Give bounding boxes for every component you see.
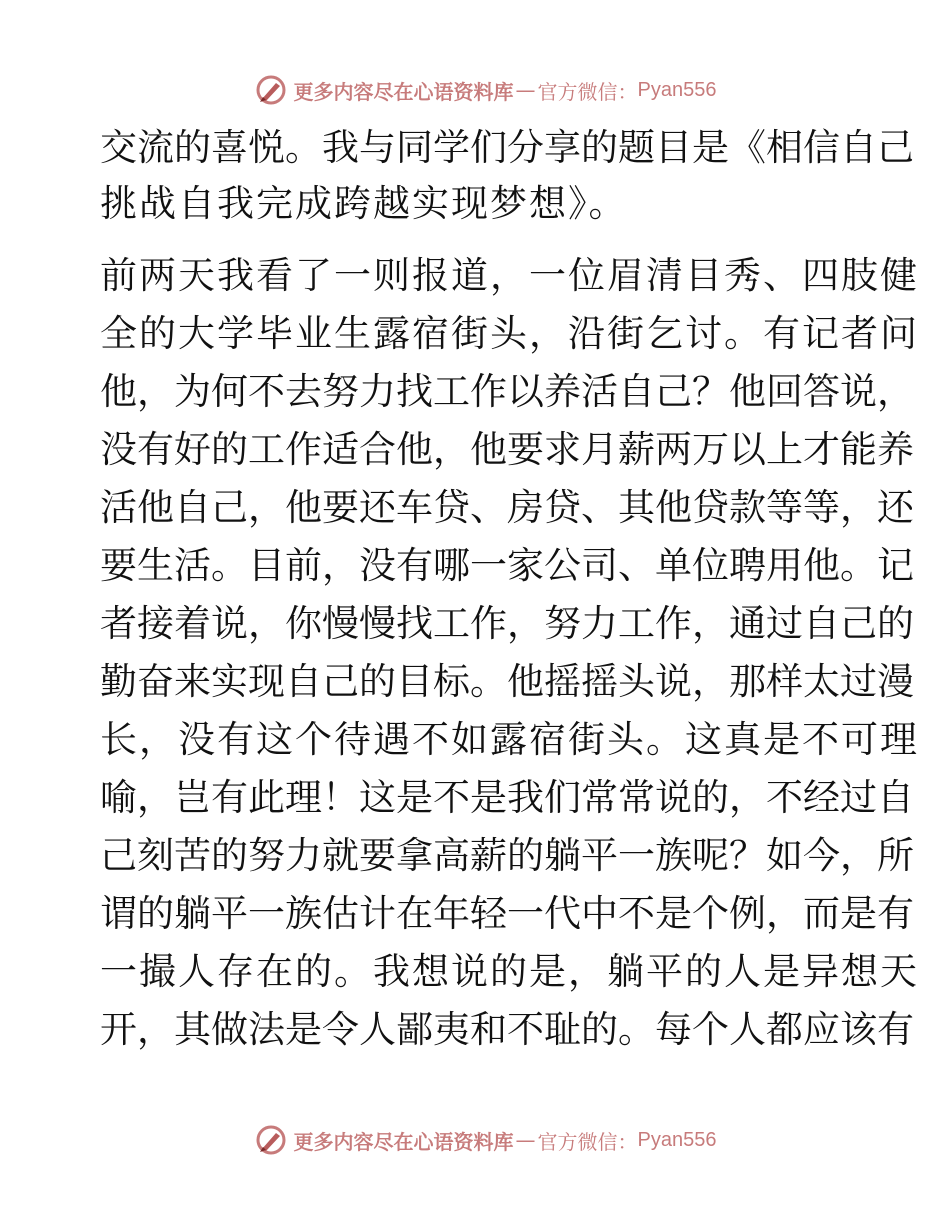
text-line: 开，其做法是令人鄙夷和不耻的。每个人都应该有: [100, 1008, 914, 1051]
header-text: 更多内容尽在心语资料库: [293, 79, 514, 104]
header-banner-content: [254, 73, 717, 107]
text-line: 他，为何不去努力找工作以养活自己？他回答说，: [100, 370, 914, 413]
text-line: 谓的躺平一族估计在年轻一代中不是个例，而是有: [100, 892, 914, 935]
footer-banner: [0, 1120, 950, 1160]
header-wechat-id: Pyan556: [637, 78, 717, 101]
footer-banner-content: [254, 1123, 717, 1157]
text-line: 活他自己，他要还车贷、房贷、其他贷款等等，还: [100, 486, 914, 529]
pen-logo-icon: [254, 73, 288, 107]
footer-wechat-id: Pyan556: [637, 1128, 717, 1151]
footer-text: 更多内容尽在心语资料库: [293, 1129, 514, 1154]
text-line: 长，没有这个待遇不如露宿街头。这真是不可理: [100, 718, 919, 761]
text-line: 没有好的工作适合他，他要求月薪两万以上才能养: [100, 428, 914, 471]
text-line: 喻，岂有此理！这是不是我们常常说的，不经过自: [100, 776, 914, 819]
text-line: 全的大学毕业生露宿街头，沿街乞讨。有记者问: [100, 312, 919, 355]
text-line: 前两天我看了一则报道，一位眉清目秀、四肢健: [100, 254, 919, 297]
text-line: 者接着说，你慢慢找工作，努力工作，通过自己的: [100, 602, 914, 645]
text-line: 交流的喜悦。我与同学们分享的题目是《相信自己: [100, 126, 914, 169]
header-banner: [0, 70, 950, 110]
header-separator: —: [515, 78, 536, 102]
footer-wechat-label: 官方微信：: [537, 1129, 638, 1154]
text-line: 挑战自我完成跨越实现梦想》。: [100, 182, 628, 225]
header-wechat-label: 官方微信：: [537, 79, 638, 104]
text-line: 一撮人存在的。我想说的是，躺平的人是异想天: [100, 950, 919, 993]
text-line: 勤奋来实现自己的目标。他摇摇头说，那样太过漫: [100, 660, 914, 703]
text-line: 己刻苦的努力就要拿高薪的躺平一族呢？如今，所: [100, 834, 914, 877]
footer-separator: —: [515, 1128, 536, 1152]
pen-logo-icon: [254, 1123, 288, 1157]
text-line: 要生活。目前，没有哪一家公司、单位聘用他。记: [100, 544, 914, 587]
